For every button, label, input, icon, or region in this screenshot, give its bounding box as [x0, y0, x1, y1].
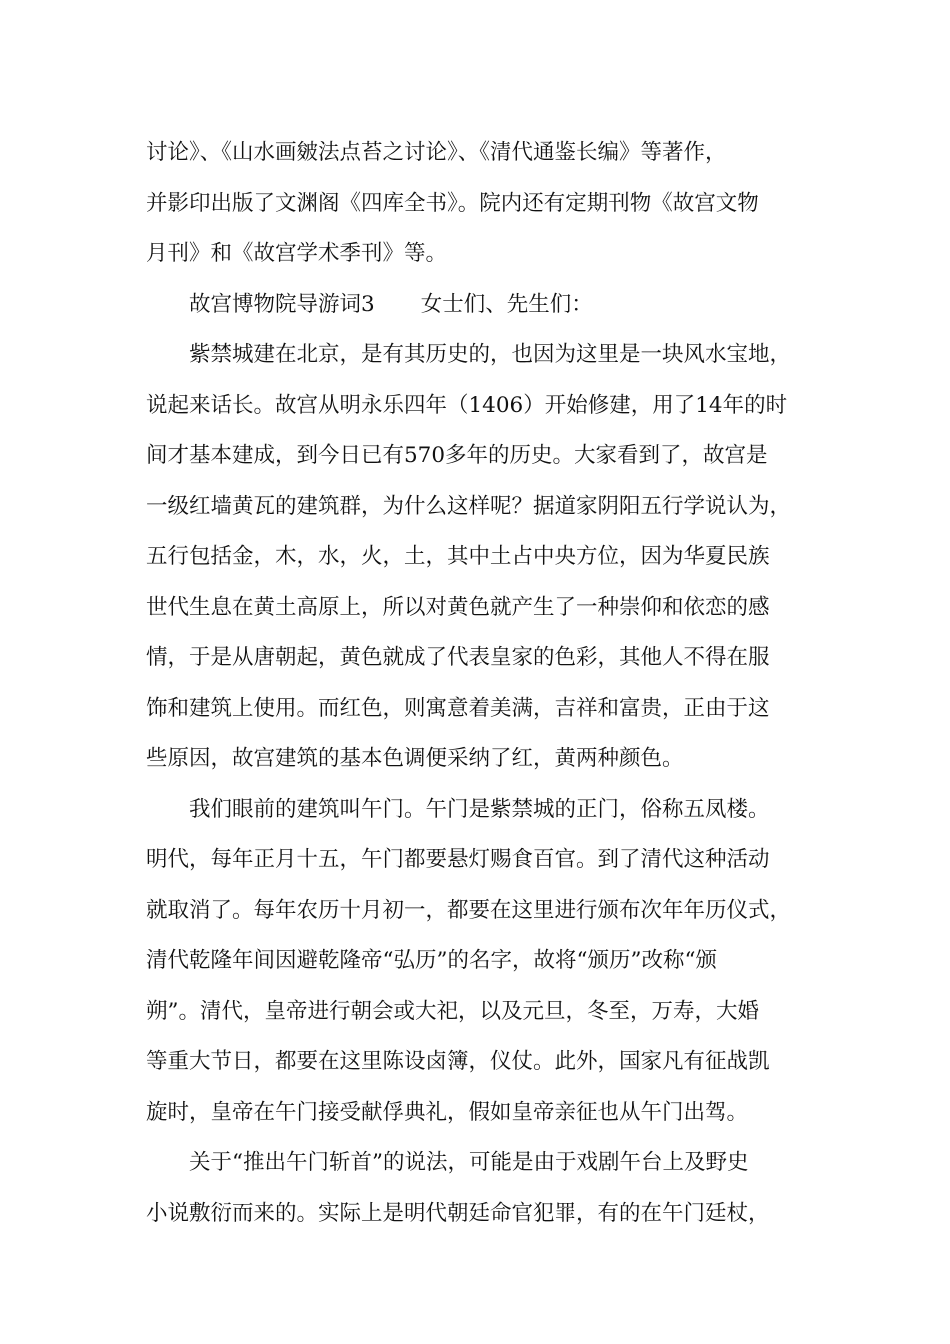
text-line: 并影印出版了文渊阁《四库全书》。院内还有定期刊物《故宫文物 [146, 190, 759, 216]
text-line: 间才基本建成，到今日已有570多年的历史。大家看到了，故宫是 [146, 443, 768, 468]
text-line: 关于“推出午门斩首”的说法，可能是由于戏剧午台上及野史 [189, 1150, 749, 1175]
section-heading: 故宫博物院导游词3 [189, 291, 375, 317]
text-line: 小说敷衍而来的。实际上是明代朝廷命官犯罪，有的在午门廷杖， [146, 1200, 770, 1226]
greeting: 女士们、先生们： [420, 291, 593, 317]
text-line: 我们眼前的建筑叫午门。午门是紫禁城的正门，俗称五凤楼。 [189, 796, 770, 822]
text-line: 紫禁城建在北京，是有其历史的，也因为这里是一块风水宝地， [189, 342, 792, 367]
text-line: 些原因，故宫建筑的基本色调便采纳了红，黄两种颜色。 [146, 746, 684, 771]
text-line: 讨论》、《山水画皴法点苔之讨论》、《清代通鉴长编》等著作， [146, 140, 727, 165]
paragraph-meridian-gate [146, 785, 816, 1139]
text-line: 饰和建筑上使用。而红色，则寓意着美满，吉祥和富贵，正由于这 [146, 695, 770, 721]
paragraph-continuation [146, 128, 816, 280]
text-line: 清代乾隆年间因避乾隆帝“弘历”的名字，故将“颁历”改称“颁 [146, 948, 717, 973]
text-line: 五行包括金，木，水，火，土，其中土占中央方位，因为华夏民族 [146, 544, 770, 569]
paragraph-execution-legend [146, 1138, 816, 1239]
text-line: 一级红墙黄瓦的建筑群，为什么这样呢？据道家阴阳五行学说认为， [146, 493, 792, 519]
text-line: 朔”。清代，皇帝进行朝会或大祀，以及元旦，冬至，万寿，大婚 [146, 998, 759, 1024]
text-line: 月刊》和《故宫学术季刊》等。 [146, 241, 448, 266]
paragraph-forbidden-city-history [146, 330, 816, 785]
text-line: 旋时，皇帝在午门接受献俘典礼，假如皇帝亲征也从午门出驾。 [146, 1099, 749, 1125]
document-body [146, 128, 816, 1239]
text-line: 明代，每年正月十五，午门都要悬灯赐食百官。到了清代这种活动 [146, 847, 770, 872]
text-line: 就取消了。每年农历十月初一，都要在这里进行颁布次年年历仪式， [146, 897, 792, 923]
text-line: 情，于是从唐朝起，黄色就成了代表皇家的色彩，其他人不得在服 [146, 645, 770, 670]
text-line: 世代生息在黄土高原上，所以对黄色就产生了一种崇仰和依恋的感 [146, 594, 770, 620]
section-heading-line [146, 280, 816, 331]
text-line: 说起来话长。故宫从明永乐四年（1406）开始修建，用了14年的时 [146, 392, 788, 418]
text-line: 等重大节日，都要在这里陈设卤簿，仪仗。此外，国家凡有征战凯 [146, 1049, 770, 1074]
